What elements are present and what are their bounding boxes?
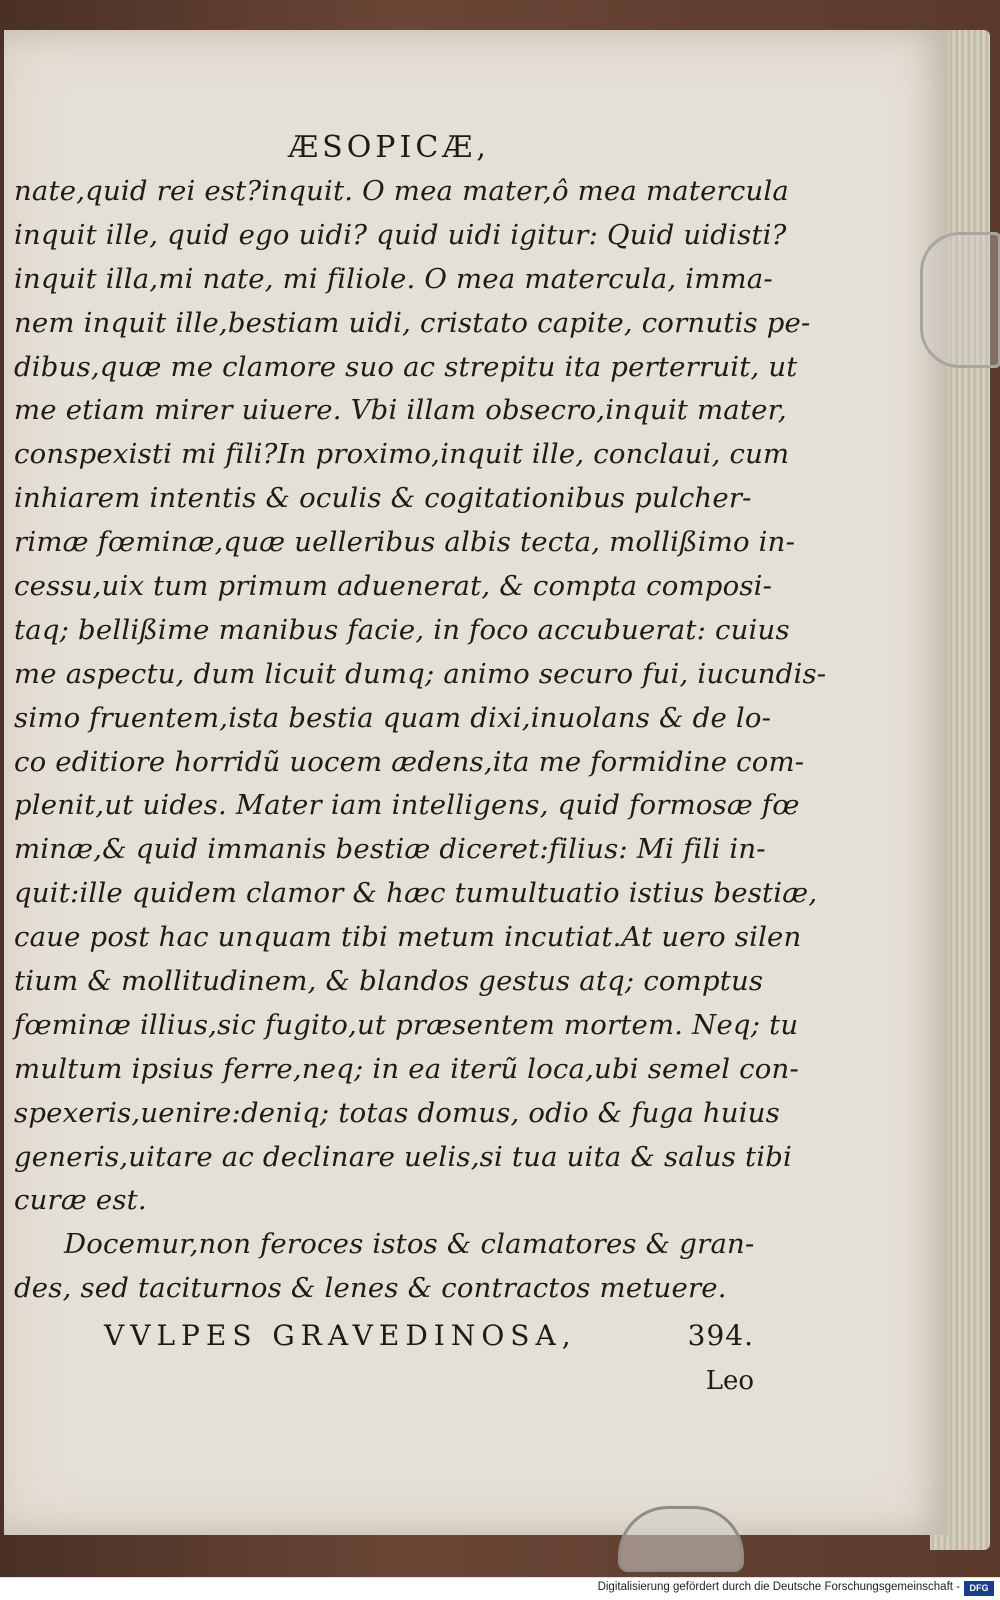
running-head: ÆSOPICÆ, xyxy=(288,130,490,165)
next-fable-title: VVLPES GRAVEDINOSA, xyxy=(104,1319,577,1353)
text-line: simo fruentem,ista bestia quam dixi,inuolans & de lo- xyxy=(14,701,772,734)
text-line: nate,quid rei est?inquit. O mea mater,ô mea matercula xyxy=(14,175,789,207)
text-line: tium & mollitudinem, & blandos gestus atq; comptus xyxy=(14,965,764,998)
text-line: inhiarem intentis & oculis & cogitationibus pulcher- xyxy=(14,482,752,515)
text-line: generis,uitare ac declinare uelis,si tua uita & salus tibi xyxy=(14,1140,793,1173)
text-line: inquit ille, quid ego uidi? quid uidi igitur: Quid uidisti? xyxy=(14,218,787,251)
text-line: conspexisti mi fili?In proximo,inquit ille, conclaui, cum xyxy=(14,438,790,471)
text-line: me etiam mirer uiuere. Vbi illam obsecro,inquit mater, xyxy=(14,394,787,427)
text-line: spexeris,uenire:deniq; totas domus, odio & fuga huius xyxy=(14,1096,780,1129)
moral-paragraph xyxy=(14,1223,794,1311)
text-line: fœminæ illius,sic fugito,ut præsentem mortem. Neq; tu xyxy=(14,1008,799,1041)
text-line: me aspectu, dum licuit dumq; animo securo fui, iucundis- xyxy=(14,657,827,690)
text-line: taq; bellißime manibus facie, in foco accubuerat: cuius xyxy=(14,613,790,646)
text-line: curæ est. xyxy=(14,1184,147,1217)
fable-number: 394. xyxy=(687,1319,754,1353)
moral-line: des, sed taciturnos & lenes & contractos metuere. xyxy=(14,1272,727,1305)
digitization-footer xyxy=(0,1577,1000,1600)
text-line: inquit illa,mi nate, mi filiole. O mea matercula, imma- xyxy=(14,262,773,295)
page-clip-bottom xyxy=(618,1506,744,1572)
text-line: cessu,uix tum primum aduenerat, & compta composi- xyxy=(14,570,773,603)
text-line: caue post hac unquam tibi metum incutiat.At uero silen xyxy=(14,921,802,954)
text-line: multum ipsius ferre,neq; in ea iterũ loca,ubi semel con- xyxy=(14,1052,799,1085)
page-text xyxy=(14,126,827,1401)
next-fable-heading xyxy=(14,1311,794,1361)
text-line: nem inquit ille,bestiam uidi, cristato capite, cornutis pe- xyxy=(14,306,811,339)
text-line: minæ,& quid immanis bestiæ diceret:filius: Mi fili in- xyxy=(14,833,766,866)
text-line: dibus,quæ me clamore suo ac strepitu ita perterruit, ut xyxy=(14,350,798,383)
catchword: Leo xyxy=(705,1366,754,1397)
funding-credit: Digitalisierung gefördert durch die Deutsche Forschungsgemeinschaft - xyxy=(597,1581,960,1593)
page-clip-right xyxy=(920,232,1000,368)
moral-line: Docemur,non feroces istos & clamatores & gran- xyxy=(64,1228,755,1261)
fable-body xyxy=(14,170,827,1223)
text-line: quit:ille quidem clamor & hæc tumultuatio istius bestiæ, xyxy=(14,877,818,910)
text-line: plenit,ut uides. Mater iam intelligens, quid formosæ fœ xyxy=(14,789,800,822)
dfg-logo: DFG xyxy=(964,1581,994,1596)
text-line: rimæ fœminæ,quæ uelleribus albis tecta, mollißimo in- xyxy=(14,526,796,559)
text-line: co editiore horridũ uocem ædens,ita me formidine com- xyxy=(14,745,805,778)
